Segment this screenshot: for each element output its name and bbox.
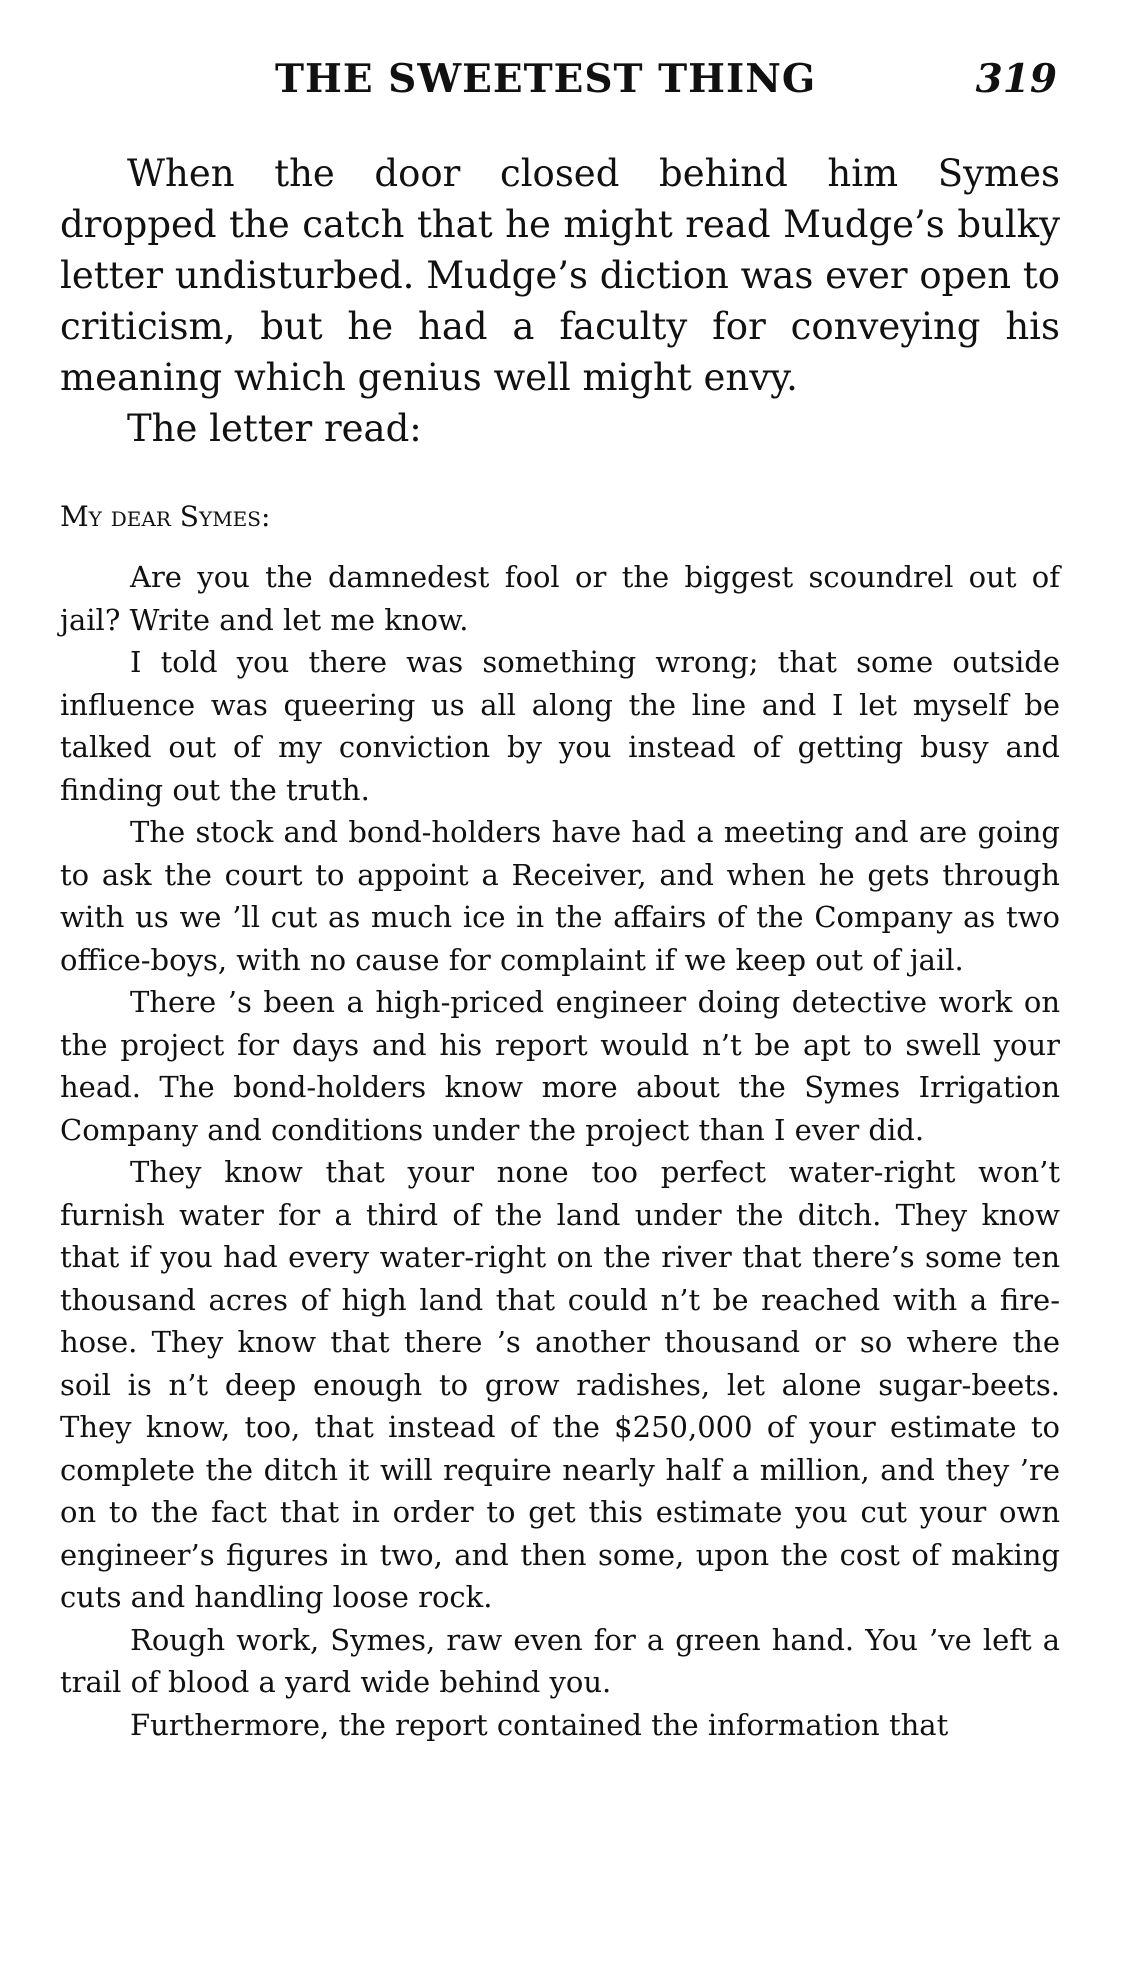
intro-text bbox=[60, 148, 1060, 454]
letter-paragraph: Rough work, Symes, raw even for a green hand. You ’ve left a trail of blood a yard wide behind you. bbox=[60, 1622, 1060, 1699]
intro-paragraph: The letter read: bbox=[127, 407, 422, 450]
letter-paragraph: The stock and bond-holders have had a meeting and are going to ask the court to appoint a Receiver, and when he gets through with us we ’ll cut as much ice in the affairs of the Company as two office-boys, with no cause for complaint if we keep out of jail. bbox=[60, 815, 1060, 977]
letter-salutation: My dear Symes: bbox=[60, 500, 271, 533]
letter-paragraph: Are you the damnedest fool or the biggest scoundrel out of jail? Write and let me know. bbox=[60, 560, 1060, 637]
intro-paragraph: When the door closed behind him Symes dropped the catch that he might read Mudge’s bulky letter undisturbed. Mudge’s diction was ever open to criticism, but he had a faculty for conveying his meaning which genius well might envy. bbox=[60, 152, 1060, 399]
letter-paragraph: There ’s been a high-priced engineer doing detective work on the project for days and his report would n’t be apt to swell your head. The bond-holders know more about the Symes Irrigation Company and conditions under the project than I ever did. bbox=[60, 985, 1060, 1147]
page-number: 319 bbox=[975, 56, 1057, 102]
letter-paragraph: They know that your none too perfect water-right won’t furnish water for a third of the land under the ditch. They know that if you had every water-right on the river that there’s some ten thousand acres of high land that could n’t be reached with a fire-hose. They know that there ’s another thousand or so where the soil is n’t deep enough to grow radishes, let alone sugar-beets. They know, too, that instead of the $250,000 of your estimate to complete the ditch it will require nearly half a million, and they ’re on to the fact that in order to get this estimate you cut your own engineer’s figures in two, and then some, upon the cost of making cuts and handling loose rock. bbox=[60, 1155, 1060, 1614]
letter-paragraph: I told you there was something wrong; that some outside influence was queering us all along the line and I let myself be talked out of my conviction by you instead of getting busy and finding out the truth. bbox=[60, 645, 1060, 807]
running-head-title: THE SWEETEST THING bbox=[275, 56, 817, 102]
letter-paragraph: Furthermore, the report contained the information that bbox=[130, 1707, 949, 1742]
letter-body bbox=[60, 556, 1060, 1746]
